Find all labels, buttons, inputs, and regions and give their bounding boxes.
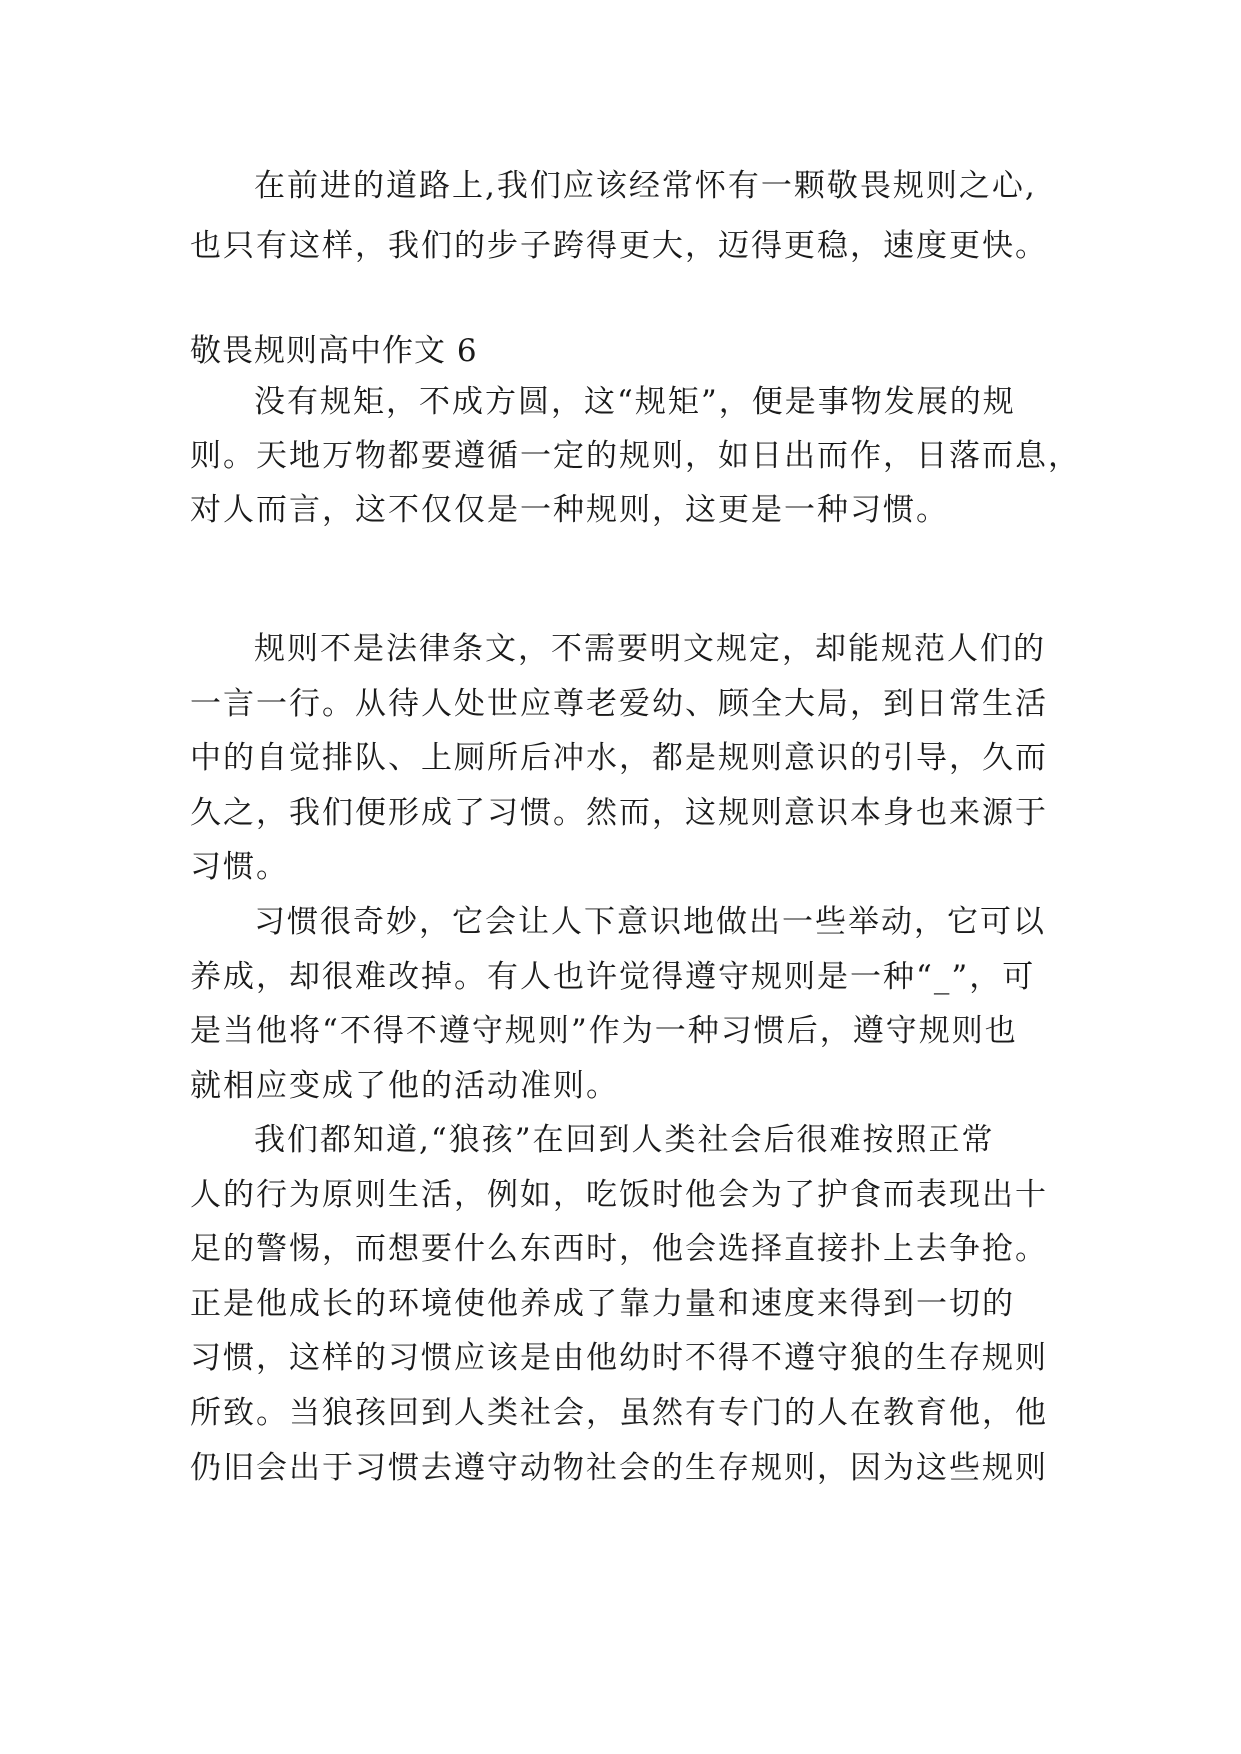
paragraph-line: 习惯很奇妙，它会让人下意识地做出一些举动，它可以: [254, 904, 1046, 940]
paragraph-line: 习惯。: [190, 849, 289, 885]
paragraph-line: 久之，我们便形成了习惯。然而，这规则意识本身也来源于: [190, 795, 1048, 831]
paragraph-line: 足的警惕，而想要什么东西时，他会选择直接扑上去争抢。: [190, 1231, 1048, 1267]
paragraph-line: 人的行为原则生活，例如，吃饭时他会为了护食而表现出十: [190, 1177, 1048, 1213]
section-title: 敬畏规则高中作文 6: [190, 333, 478, 369]
paragraph-line: 没有规矩，不成方圆，这“规矩”，便是事物发展的规: [254, 384, 1016, 420]
paragraph-line: 养成，却很难改掉。有人也许觉得遵守规则是一种“_”，可: [190, 959, 1036, 995]
paragraph-line: 所致。当狼孩回到人类社会，虽然有专门的人在教育他，他: [190, 1395, 1048, 1431]
paragraph-line: 正是他成长的环境使他养成了靠力量和速度来得到一切的: [190, 1286, 1015, 1322]
paragraph-line: 则。天地万物都要遵循一定的规则，如日出而作，日落而息，: [190, 438, 1081, 474]
paragraph-line: 仍旧会出于习惯去遵守动物社会的生存规则，因为这些规则: [190, 1450, 1048, 1486]
intro-line: 也只有这样，我们的步子跨得更大，迈得更稳，速度更快。: [190, 228, 1048, 264]
paragraph-line: 我们都知道,“狼孩”在回到人类社会后很难按照正常: [254, 1122, 995, 1158]
paragraph-line: 是当他将“不得不遵守规则”作为一种习惯后，遵守规则也: [190, 1013, 1018, 1049]
paragraph-line: 就相应变成了他的活动准则。: [190, 1068, 619, 1104]
intro-line: 在前进的道路上,我们应该经常怀有一颗敬畏规则之心,: [254, 168, 1037, 204]
paragraph-line: 规则不是法律条文，不需要明文规定，却能规范人们的: [254, 631, 1046, 667]
paragraph-line: 一言一行。从待人处世应尊老爱幼、顾全大局，到日常生活: [190, 686, 1048, 722]
paragraph-line: 对人而言，这不仅仅是一种规则，这更是一种习惯。: [190, 492, 949, 528]
paragraph-line: 习惯，这样的习惯应该是由他幼时不得不遵守狼的生存规则: [190, 1340, 1048, 1376]
paragraph-line: 中的自觉排队、上厕所后冲水，都是规则意识的引导，久而: [190, 740, 1048, 776]
